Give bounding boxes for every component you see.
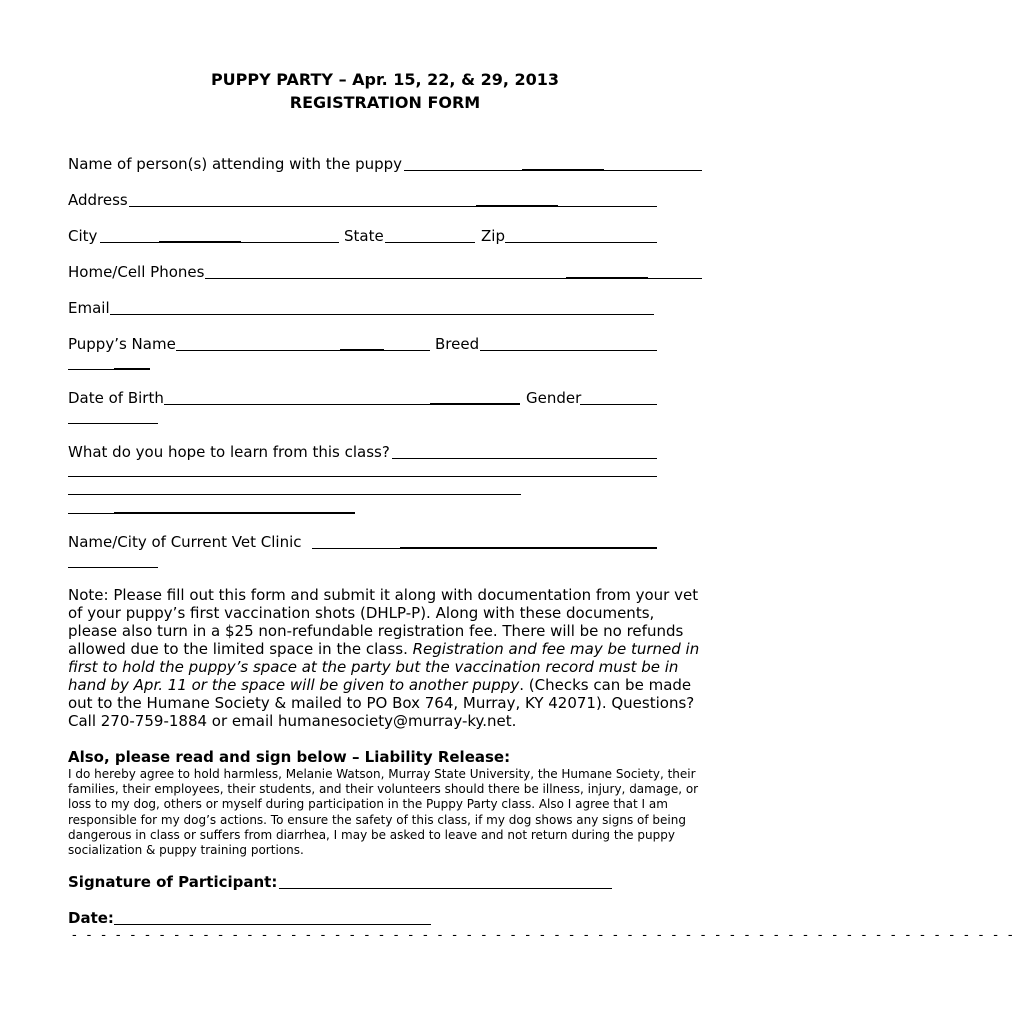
date-label: Date:	[68, 909, 114, 927]
email-input-line[interactable]	[110, 314, 654, 315]
attendee-field	[68, 155, 708, 175]
state-input-line[interactable]	[385, 242, 475, 243]
liability-release-title: Also, please read and sign below – Liability Release:	[68, 748, 511, 766]
email-field	[68, 299, 668, 319]
puppy-name-input-line[interactable]	[176, 350, 430, 351]
address-input-line[interactable]	[129, 206, 657, 207]
city-state-zip-field	[68, 227, 668, 247]
form-subtitle: REGISTRATION FORM	[289, 93, 481, 112]
dob-gender-field	[68, 389, 668, 409]
zip-input-line[interactable]	[505, 242, 657, 243]
phone-label: Home/Cell Phones	[68, 263, 205, 281]
vet-clinic-continuation-line[interactable]	[68, 567, 158, 568]
form-title: PUPPY PARTY – Apr. 15, 22, & 29, 2013	[210, 70, 560, 89]
state-label: State	[344, 227, 384, 245]
breed-input-line[interactable]	[480, 350, 657, 351]
city-label: City	[68, 227, 98, 245]
gender-label: Gender	[526, 389, 582, 407]
signature-label: Signature of Participant:	[68, 873, 278, 891]
puppy-name-label: Puppy’s Name	[68, 335, 176, 353]
note-paragraph	[68, 586, 708, 730]
phone-field	[68, 263, 708, 283]
vet-clinic-label: Name/City of Current Vet Clinic	[68, 533, 302, 551]
vet-clinic-field	[68, 533, 668, 553]
email-label: Email	[68, 299, 110, 317]
learn-field	[68, 443, 668, 463]
zip-label: Zip	[481, 227, 505, 245]
learn-input-line-3[interactable]	[68, 494, 521, 495]
note-deadline-text: Registration and fee may be turned in first to hold the puppy’s space at the party but the vaccination record must be in hand by Apr. 11 or the space will be given to another puppy	[68, 640, 700, 694]
date-input-line[interactable]	[114, 924, 431, 925]
address-field	[68, 191, 668, 211]
address-label: Address	[68, 191, 128, 209]
gender-input-line[interactable]	[580, 404, 657, 405]
note-text: Note: Please fill out this form and submit it along with documentation from your vet of your puppy’s first vaccination shots (DHLP-P). Along with these documents, please also turn in a $25 non-refundable registration fee. There will be no refunds allowed due to the limited space in the class.	[68, 586, 699, 658]
breed-label: Breed	[435, 335, 480, 353]
liability-release-text: I do hereby agree to hold harmless, Melanie Watson, Murray State University, the Humane Society, their families, their employees, their students, and their volunteers should there be illness, injury, damage, or loss to my dog, others or myself during participation in the Puppy Party class. Also I agree that I am responsible for my dog’s actions. To ensure the safety of this class, if my dog shows any signs of being dangerous in class or suffers from diarrhea, I may be asked to leave and not return during the puppy socialization & puppy training portions.	[68, 767, 699, 858]
gender-continuation-line[interactable]	[68, 423, 158, 424]
learn-input-line-2[interactable]	[68, 476, 657, 477]
dob-label: Date of Birth	[68, 389, 164, 407]
attendee-label: Name of person(s) attending with the puppy	[68, 155, 403, 173]
vet-clinic-input-line[interactable]	[312, 548, 657, 549]
puppy-breed-field	[68, 335, 668, 355]
note-contact-text: . (Checks can be made out to the Humane Society & mailed to PO Box 764, Murray, KY 42071). Questions? Call 270-759-1884 or email humanesociety@murray-ky.net.	[68, 676, 695, 730]
signature-input-line[interactable]	[279, 888, 612, 889]
cut-line: - - - - - - - - - - - - - - - - - - - - - - - - - - - - - - - - - - - - - - - - - - - - - - - - - - - - - - - - - - - - - - - - -	[72, 928, 1015, 943]
learn-label: What do you hope to learn from this class?	[68, 443, 390, 461]
learn-input-line-1[interactable]	[392, 458, 657, 459]
